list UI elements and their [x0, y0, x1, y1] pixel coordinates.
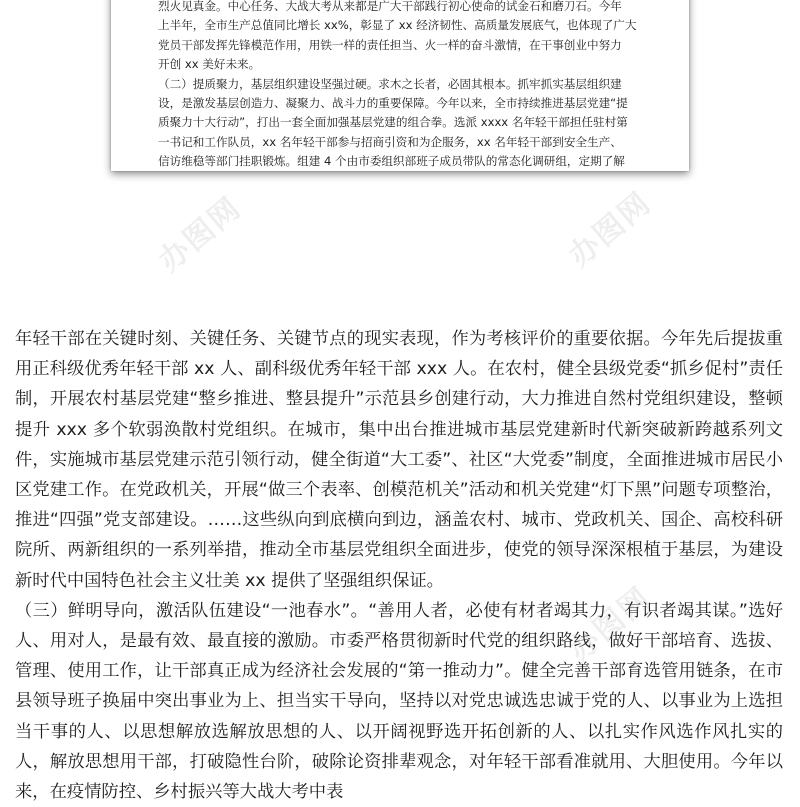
- document-page-preview: [111, 0, 689, 171]
- preview-line: （二）提质聚力，基层组织建设坚强过硬。求木之长者，必固其根本。抓牢抓实基层组织建: [158, 76, 622, 91]
- watermark: 办图网: [152, 190, 249, 279]
- body-paragraph: 年轻干部在关键时刻、关键任务、关键节点的现实表现，作为考核评价的重要依据。今年先后提拔重用正科级优秀年轻干部 xx 人、副科级优秀年轻干部 xxx 人。在农村，健全县级党委“抓乡促村”责任制，开展农村基层党建“整乡推进、整县提升”示范县乡创建行动，大力推进自然村党组织建设，整顿提升 xxx 多个软弱涣散村党组织。在城市，集中出台推进城市基层党建新时代新突破新跨越系列文件，实施城市基层党建示范引领行动，健全街道“大工委”、社区“大党委”制度，全面推进城市居民小区党建工作。在党政机关，开展“做三个表率、创模范机关”活动和机关党建“灯下黑”问题专项整治，推进“四强”党支部建设。……这些纵向到底横向到边，涵盖农村、城市、党政机关、国企、高校科研院所、两新组织的一系列举措，推动全市基层党组织全面进步，使党的领导深深根植于基层，为建设新时代中国特色社会主义壮美 xx 提供了坚强组织保证。: [15, 329, 783, 591]
- watermark: 办图网: [562, 185, 659, 274]
- preview-line: 质聚力十大行动”，打出一套全面加强基层党建的组合拳。选派 xxxx 名年轻干部担任驻村第: [158, 115, 628, 130]
- preview-text: [158, 0, 678, 171]
- body-paragraph: （三）鲜明导向，激活队伍建设“一池春水”。“善用人者，必使有材者竭其力，有识者竭其谋。”选好人、用对人，是最有效、最直接的激励。市委严格贯彻新时代党的组织路线，做好干部培育、选拔、管理、使用工作，让干部真正成为经济社会发展的“第一推动力”。健全完善干部育选管用链条，在市县领导班子换届中突出事业为上、担当实干导向，坚持以对党忠诚选忠诚于党的人、以事业为上选担当干事的人、以思想解放选解放思想的人、以开阔视野选开拓创新的人、以扎实作风选作风扎实的人，解放思想用干部，打破隐性台阶，破除论资排辈观念，对年轻干部看准就用、大胆使用。今年以来，在疫情防控、乡村振兴等大战大考中表: [15, 600, 783, 803]
- preview-line: 设，是激发基层创造力、凝聚力、战斗力的重要保障。今年以来，全市持续推进基层党建“提: [158, 96, 628, 111]
- watermark: 办图网: [562, 580, 659, 669]
- document-body: [15, 324, 783, 807]
- preview-line: 上半年，全市生产总值同比增长 xx%，彰显了 xx 经济韧性、高质量发展底气，也体现了广大: [158, 18, 637, 33]
- preview-line: 信访维稳等部门挂职锻炼。组建 4 个由市委组织部班子成员带队的常态化调研组，定期了解: [158, 154, 625, 169]
- preview-line: 开创 xx 美好未来。: [158, 57, 261, 72]
- preview-line: 烈火见真金。中心任务、大战大考从来都是广大干部践行初心使命的试金石和磨刀石。今年: [158, 0, 622, 13]
- preview-line: 一书记和工作队员，xx 名年轻干部参与招商引资和为企服务，xx 名年轻干部到安全生产、: [158, 134, 622, 149]
- preview-line: 党员干部发挥先锋模范作用，用铁一样的责任担当、火一样的奋斗激情，在干事创业中努力: [158, 37, 622, 52]
- preview-area: [0, 0, 800, 310]
